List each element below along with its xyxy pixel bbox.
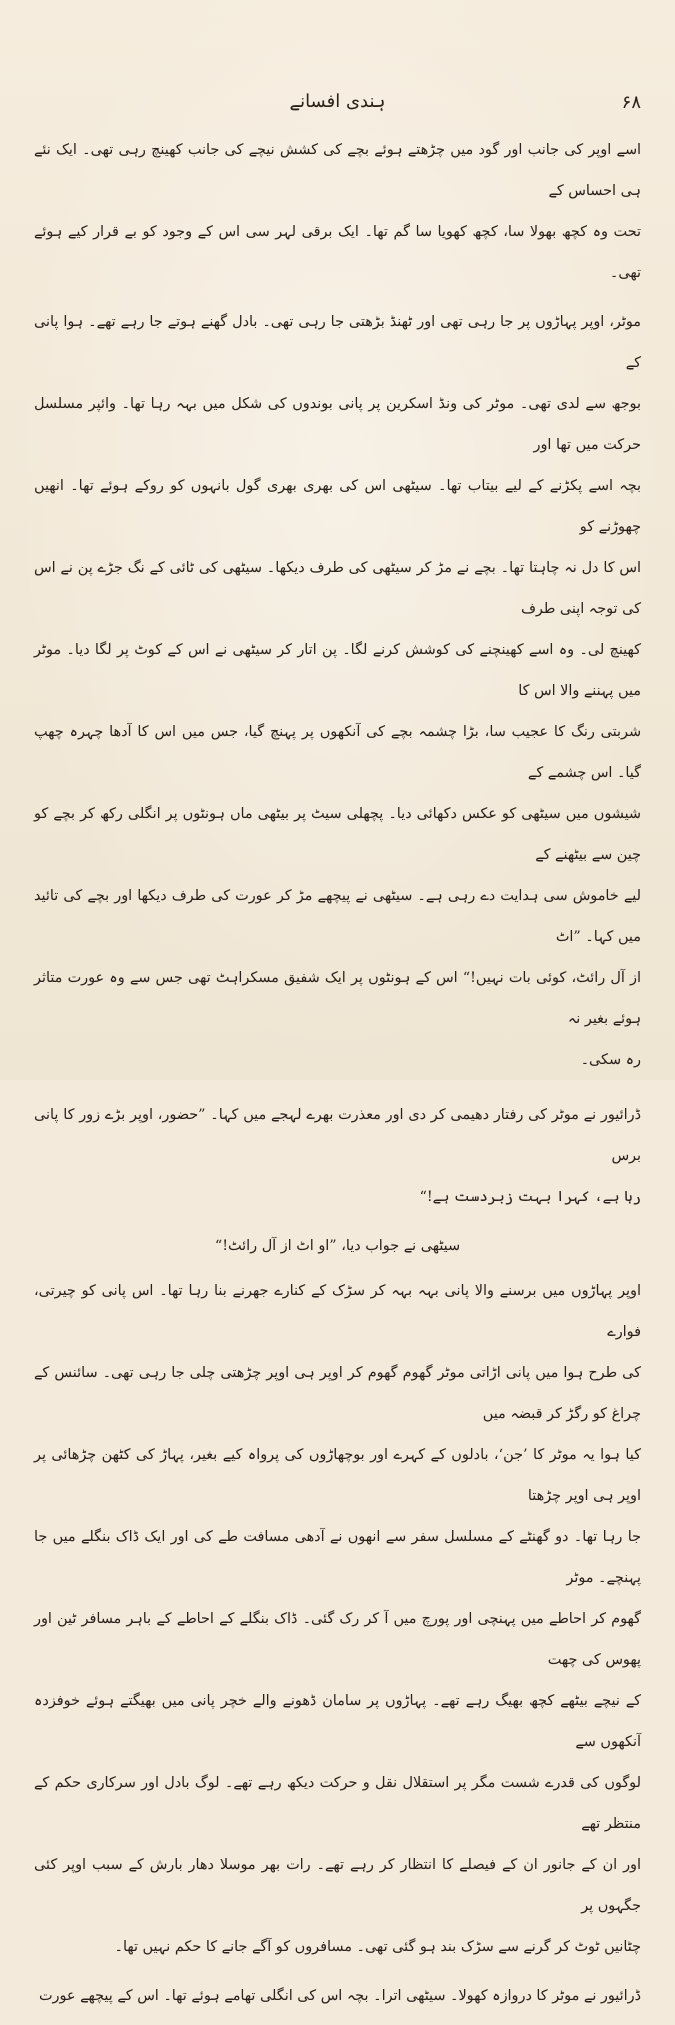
text-line: کے نیچے بیٹھے کچھ بھیگ رہے تھے۔ پہاڑوں پر سامان ڈھونے والے خچر پانی میں بھیگتے ہوئے خوفزدہ آنکھوں سے <box>34 1693 641 1750</box>
paragraph <box>34 130 641 294</box>
text-line: اوپر پہاڑوں میں برسنے والا پانی بہہ بہہ کر سڑک کے کنارے جھرنے بنا رہا تھا۔ اس پانی کو چیرتی، فوارے <box>34 1283 641 1340</box>
paragraph <box>34 1095 641 1218</box>
story-text <box>34 130 641 2025</box>
text-line: لوگوں کی قدرے شست مگر پر استقلال نقل و حرکت دیکھ رہے تھے۔ لوگ بادل اور سرکاری حکم کے منتظر تھے <box>34 1775 641 1832</box>
text-line: ڈرائیور نے موٹر کی رفتار دھیمی کر دی اور معذرت بھرے لہجے میں کہا۔ ”حضور، اوپر بڑے زور کا پانی برس <box>34 1107 641 1164</box>
running-title: ہندی افسانے <box>289 91 386 112</box>
text-line: بچہ اسے پکڑنے کے لیے بیتاب تھا۔ سیٹھی اس کی بھری بھری گول بانہوں کو روکے ہوئے تھا۔ انھیں چھوڑنے کو <box>34 478 641 535</box>
text-line: ڈرائیور نے موٹر کا دروازہ کھولا۔ سیٹھی اترا۔ بچہ اس کی انگلی تھامے ہوئے تھا۔ اس کے پیچھے عورت <box>38 1988 641 2004</box>
text-line: کی طرح ہوا میں پانی اڑاتی موٹر گھوم گھوم کر اوپر ہی اوپر چڑھتی چلی جا رہی تھی۔ سائنس کے چراغ کو رگڑ کر قبضہ میں <box>34 1365 641 1422</box>
paragraph <box>34 1226 641 1267</box>
text-line: اسے اوپر کی جانب اور گود میں چڑھتے ہوئے بچے کی کشش نیچے کی جانب کھینچ رہی تھی۔ ایک نئے ہی احساس کے <box>34 142 641 199</box>
text-line: گھوم کر احاطے میں پہنچی اور پورچ میں آ کر رک گئی۔ ڈاک بنگلے کے احاطے کے باہر مسافر ٹین اور پھوس کی چھت <box>34 1611 641 1668</box>
paragraph <box>34 1976 641 2017</box>
text-line: تحت وہ کچھ بھولا سا، کچھ کھویا سا گم تھا۔ ایک برقی لہر سی اس کے وجود کو بے قرار کیے ہوئے تھی۔ <box>34 224 641 281</box>
text-line: لیے خاموش سی ہدایت دے رہی ہے۔ سیٹھی نے پیچھے مڑ کر عورت کی طرف دیکھا اور بچے کی تائید میں کہا۔ ”اٹ <box>34 888 641 945</box>
text-line: رہا ہے، کہرا بہت زبردست ہے!“ <box>419 1189 641 1205</box>
text-line: شیشوں میں سیٹھی کو عکس دکھائی دیا۔ پچھلی سیٹ پر بیٹھی ماں ہونٹوں پر انگلی رکھ کر بچے کو چین سے بیٹھنے کے <box>34 806 641 863</box>
text-line: بوجھ سے لدی تھی۔ موٹر کی ونڈ اسکرین پر پانی بوندوں کی شکل میں بہہ رہا تھا۔ وائپر مسلسل حرکت میں تھا اور <box>34 396 641 453</box>
text-line: شربتی رنگ کا عجیب سا، بڑا چشمہ بچے کی آنکھوں پر پہنچ گیا، جس میں اس کا آدھا چہرہ چھپ گیا۔ اس چشمے کے <box>34 724 641 781</box>
text-line: اس کا دل نہ چاہتا تھا۔ بچے نے مڑ کر سیٹھی کی طرف دیکھا۔ سیٹھی کی ٹائی کے نگ جڑے پن نے اس کی توجہ اپنی طرف <box>34 560 641 617</box>
paragraph <box>34 302 641 1081</box>
paragraph <box>34 1271 641 1968</box>
page-number: ۶۸ <box>621 92 641 113</box>
text-line: رہ سکی۔ <box>580 1052 641 1068</box>
text-line: از آل رائٹ، کوئی بات نہیں!“ اس کے ہونٹوں پر ایک شفیق مسکراہٹ تھی جس سے وہ عورت متاثر ہوئے بغیر نہ <box>34 970 641 1027</box>
text-line: جا رہا تھا۔ دو گھنٹے کے مسلسل سفر سے انھوں نے آدھی مسافت طے کی اور ایک ڈاک بنگلے میں جا پہنچے۔ موٹر <box>34 1529 641 1586</box>
text-line: اور ان کے جانور ان کے فیصلے کا انتظار کر رہے تھے۔ رات بھر موسلا دھار بارش کے سبب اوپر کئی جگہوں پر <box>34 1857 641 1914</box>
text-line: چٹانیں ٹوٹ کر گرنے سے سڑک بند ہو گئی تھی۔ مسافروں کو آگے جانے کا حکم نہیں تھا۔ <box>114 1939 641 1955</box>
text-line: کھینچ لی۔ وہ اسے کھینچنے کی کوشش کرنے لگا۔ پن اتار کر سیٹھی نے اس کے کوٹ پر لگا دیا۔ موٹر میں پہننے والا اس کا <box>34 642 641 699</box>
text-line: سیٹھی نے جواب دیا، ”او اٹ از آل رائٹ!“ <box>214 1238 461 1254</box>
text-line: کیا ہوا یہ موٹر کا ’جن‘، بادلوں کے کہرے اور بوچھاڑوں کی پرواہ کیے بغیر، پہاڑ کی کٹھن چڑھائی پر اوپر ہی اوپر چڑھتا <box>34 1447 641 1504</box>
text-line: موٹر، اوپر پہاڑوں پر جا رہی تھی اور ٹھنڈ بڑھتی جا رہی تھی۔ بادل گھنے ہوتے جا رہے تھے۔ ہوا پانی کے <box>34 314 641 371</box>
